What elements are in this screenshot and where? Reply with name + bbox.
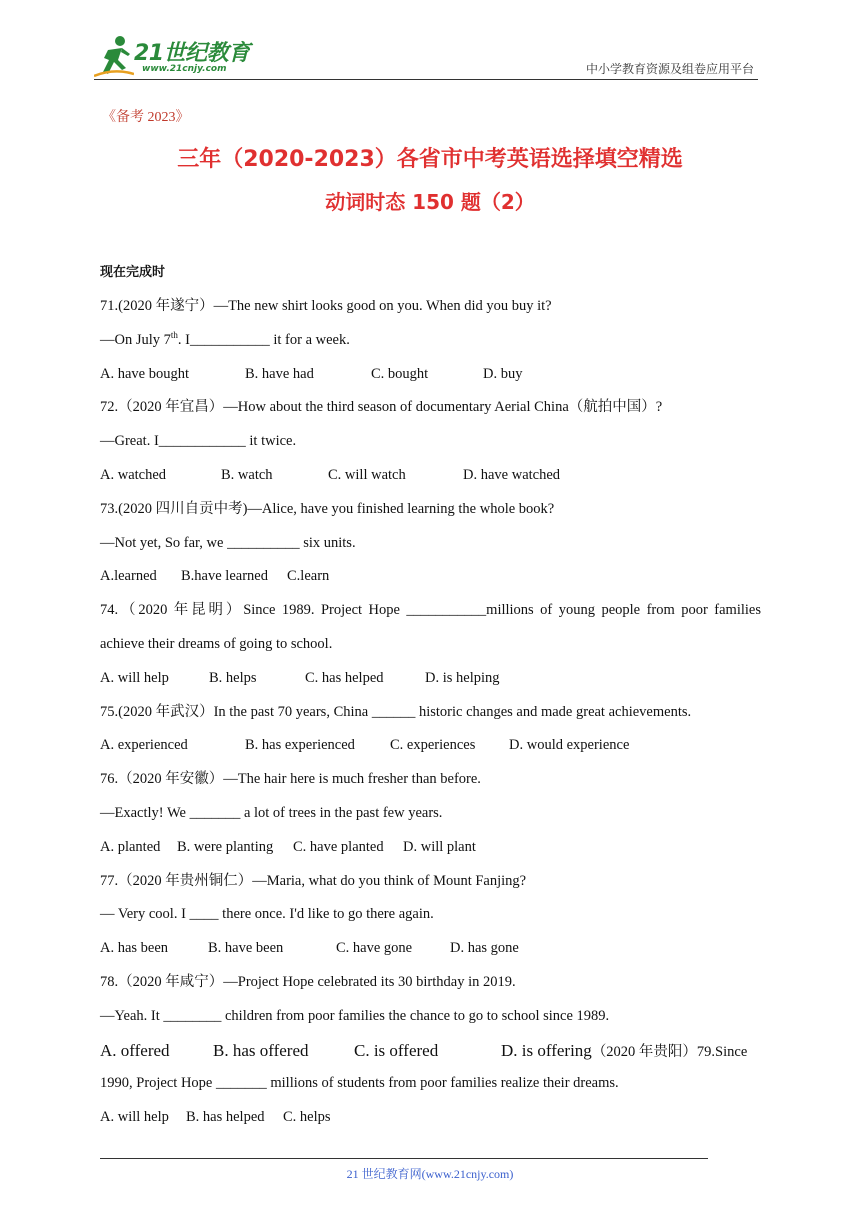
option: D. is offering: [501, 1040, 592, 1060]
option: C. is offered: [354, 1040, 439, 1060]
option: D. buy: [483, 365, 523, 382]
answer-options: [100, 1101, 761, 1135]
answer-options: [100, 729, 761, 763]
question-stem: 71.(2020 年遂宁）—The new shirt looks good on you. When did you buy it?: [100, 298, 552, 314]
option: A.learned: [100, 568, 157, 585]
answer-options: [100, 662, 761, 696]
question-stem-continued: achieve their dreams of going to school.: [100, 635, 333, 652]
option: B.have learned: [181, 568, 268, 585]
option: A. has been: [100, 940, 169, 957]
question-stem: 78.（2020 年咸宁）—Project Hope celebrated its 30 birthday in 2019.: [100, 973, 516, 990]
series-label: 《备考 2023》: [102, 110, 190, 125]
option: C. helps: [283, 1109, 331, 1126]
option: A. planted: [100, 838, 161, 855]
option: D. is helping: [425, 669, 500, 686]
option: B. have been: [208, 940, 284, 957]
answer-options: [100, 831, 761, 865]
option: C. have gone: [336, 940, 413, 957]
option: C. will watch: [328, 466, 406, 483]
option: A. experienced: [100, 737, 188, 754]
answer-options: [100, 560, 761, 594]
question-stem: 77.（2020 年贵州铜仁）—Maria, what do you think of Mount Fanjing?: [100, 872, 527, 889]
question-stem: 76.（2020 年安徽）—The hair here is much fresher than before.: [100, 771, 481, 788]
answer-options: [100, 1034, 761, 1068]
question-reply: —Not yet, So far, we __________ six units.: [100, 534, 356, 551]
question-reply: —Great. I____________ it twice.: [100, 433, 297, 450]
option: B. watch: [221, 466, 273, 483]
question-stem: 72.（2020 年宜昌）—How about the third season of documentary Aerial China（航拍中国）?: [100, 399, 663, 416]
answer-options: [100, 459, 761, 493]
logo-text: 21世纪教育: [134, 41, 250, 66]
option: B. has offered: [213, 1040, 309, 1060]
option: A. have bought: [100, 365, 189, 382]
answer-options: [100, 932, 761, 966]
question-stem: 73.(2020 四川自贡中考)—Alice, have you finished learning the whole book?: [100, 500, 555, 517]
footer-divider: [100, 1158, 708, 1159]
question-stem: 75.(2020 年武汉）In the past 70 years, China ______ historic changes and made great achievements.: [100, 703, 692, 720]
site-logo: [94, 34, 264, 82]
answer-options: [100, 358, 761, 392]
option: B. has helped: [186, 1109, 265, 1126]
option: D. will plant: [403, 838, 476, 855]
option: D. would experience: [509, 737, 630, 754]
option: A. will help: [100, 669, 169, 686]
option: A. watched: [100, 466, 167, 483]
question-reply: —On July 7th. I___________ it for a week.: [100, 329, 350, 348]
option: C. experiences: [390, 737, 476, 754]
option: C. has helped: [305, 669, 384, 686]
question-stem: （2020 年贵阳）79.Since: [591, 1043, 748, 1060]
question-stem-continued: 1990, Project Hope _______ millions of students from poor families realize their dreams.: [100, 1075, 619, 1092]
question-reply: — Very cool. I ____ there once. I'd like to go there again.: [100, 906, 434, 923]
footer-source: 21 世纪教育网(www.21cnjy.com): [346, 1167, 514, 1181]
option: C. bought: [371, 365, 429, 382]
page-title: 三年（2020-2023）各省市中考英语选择填空精选: [177, 147, 683, 172]
option: B. were planting: [177, 838, 274, 855]
option: A. offered: [100, 1040, 170, 1060]
option: C.learn: [287, 568, 330, 585]
question-reply: —Exactly! We _______ a lot of trees in the past few years.: [100, 804, 443, 821]
option: D. have watched: [463, 466, 561, 483]
question-reply: —Yeah. It ________ children from poor families the chance to go to school since 1989.: [100, 1007, 610, 1024]
header-tagline: 中小学教育资源及组卷应用平台: [585, 62, 754, 76]
option: A. will help: [100, 1109, 169, 1126]
logo-url: www.21cnjy.com: [142, 64, 227, 74]
option: B. has experienced: [245, 737, 355, 754]
question-stem: 74.（2020 年昆明）Since 1989. Project Hope ___________millions of young people from poor families: [100, 602, 761, 619]
header-divider: [94, 79, 758, 80]
option: D. has gone: [450, 940, 519, 957]
option: C. have planted: [293, 838, 384, 855]
page-subtitle: 动词时态 150 题（2）: [325, 190, 535, 214]
option: B. helps: [209, 669, 257, 686]
question-list: [100, 256, 761, 1135]
option: B. have had: [245, 365, 314, 382]
page-header: [0, 0, 860, 90]
runner-icon: [94, 34, 134, 78]
section-heading: 现在完成时: [100, 265, 166, 280]
